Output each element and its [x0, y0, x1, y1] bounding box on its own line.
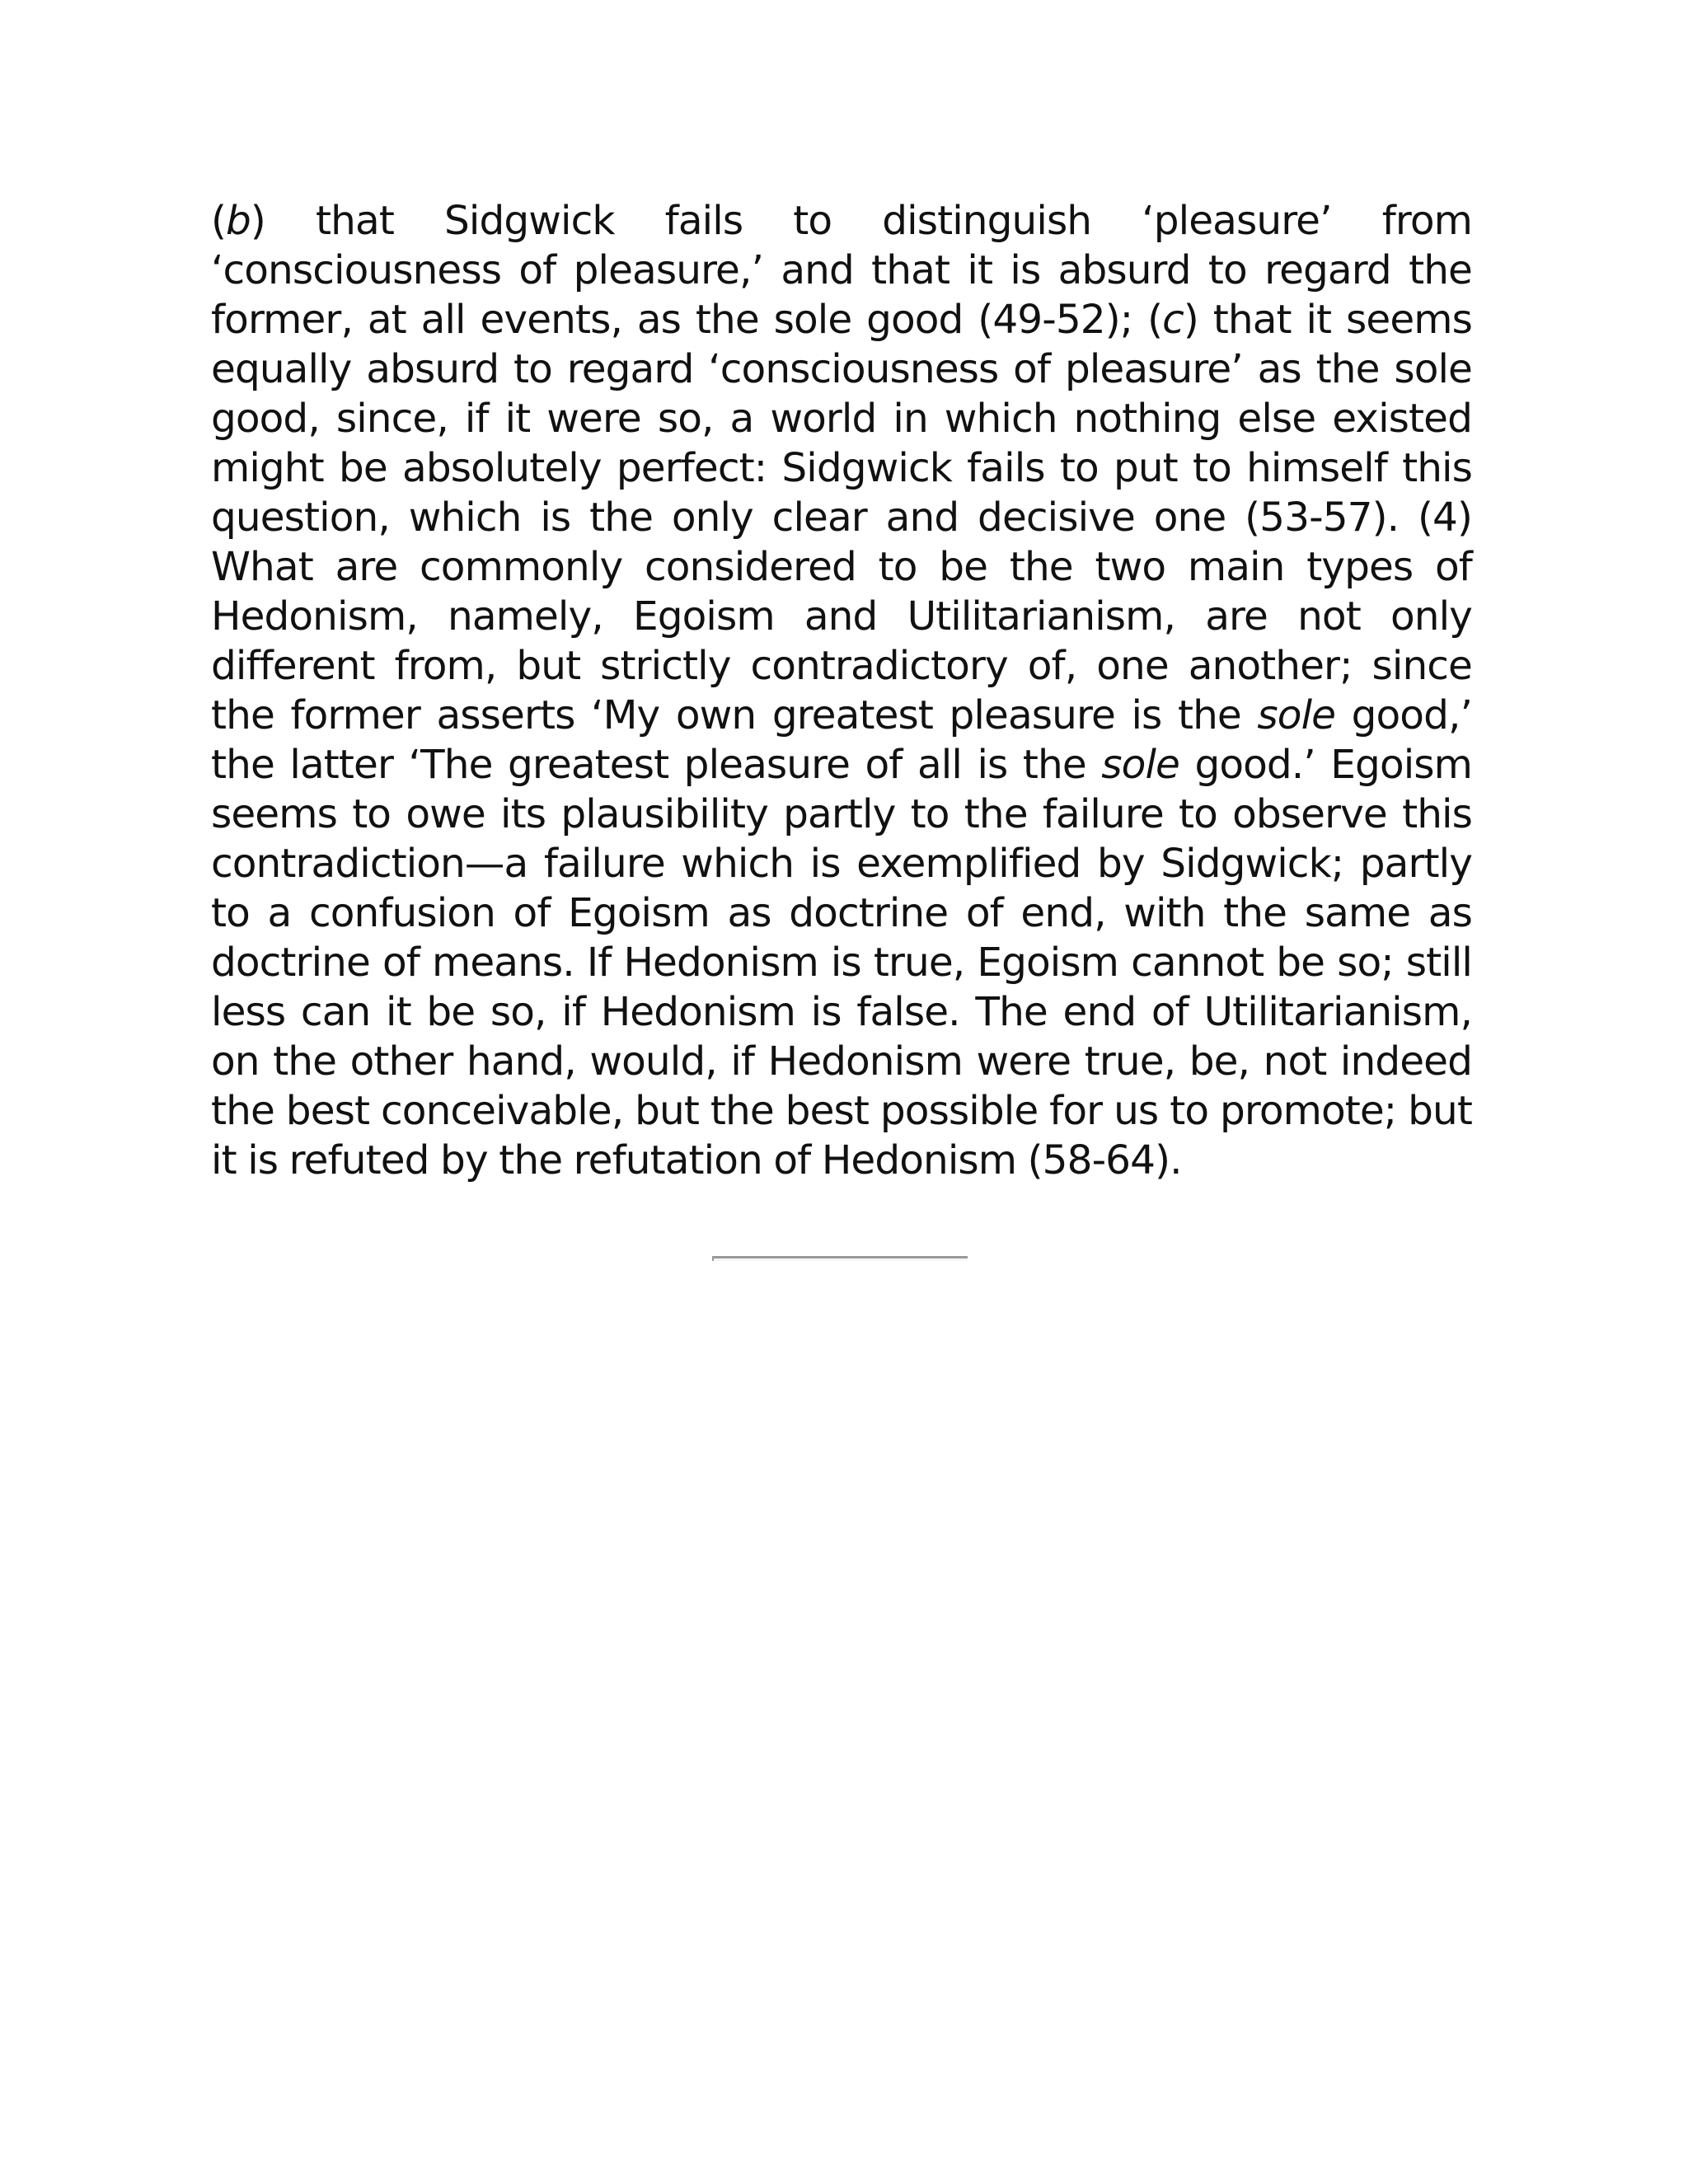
paragraph-text-4: good,’ the latter ‘The greatest pleasure of all is the — [211, 692, 1472, 788]
section-divider — [712, 1256, 968, 1261]
paragraph-emphasis-sole-2: sole — [1101, 742, 1179, 788]
paragraph-text-3: ) that it seems equally absurd to regard ‘consciousness of pleasure’ as the sole good, since, if it were so, a world in which nothing else existed might be absolutely perfect: Sidgwick fails to put to himself this question, which is the only clear and decisive one (53-57). (4) What are commonly considered to be the two main types of Hedonism, namely, Egoism and Utilitarianism, are not only different from, but strictly contradictory of, one another; since the former asserts ‘My own greatest pleasure is the — [211, 297, 1472, 738]
paragraph-emphasis-sole-1: sole — [1257, 692, 1336, 738]
paragraph-text-2: ) that Sidgwick fails to distinguish ‘pleasure’ from ‘consciousness of pleasure,’ and that it is absurd to regard the former, at all events, as the sole good (49-52); ( — [211, 198, 1472, 343]
paragraph-emphasis-c: c — [1162, 297, 1184, 343]
paragraph-text-5: good.’ Egoism seems to owe its plausibility partly to the failure to observe this contradiction—a failure which is exemplified by Sidgwick; partly to a confusion of Egoism as doctrine of end, with the same as doctrine of means. If Hedonism is true, Egoism cannot be so; still less can it be so, if Hedonism is false. The end of Utilitarianism, on the other hand, would, if Hedonism were true, be, not indeed the best conceivable, but the best possible for us to promote; but it is refuted by the refutation of Hedonism (58-64). — [211, 742, 1472, 1183]
paragraph-text-1: ( — [211, 198, 227, 244]
paragraph-emphasis-b: b — [226, 198, 251, 244]
body-paragraph — [211, 196, 1472, 1185]
